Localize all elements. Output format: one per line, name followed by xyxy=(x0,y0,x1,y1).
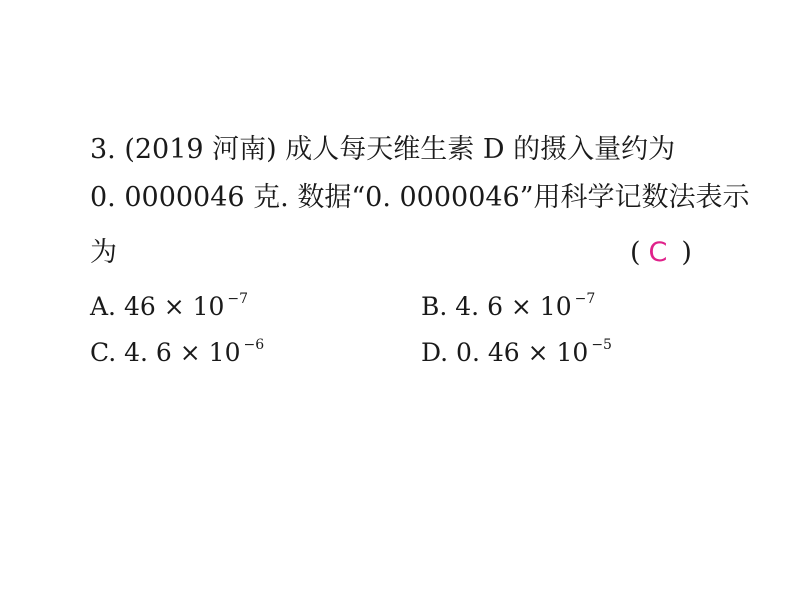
option-d-exponent: −5 xyxy=(591,337,612,353)
answer-open-paren: ( xyxy=(630,237,641,268)
option-b xyxy=(421,283,595,323)
option-b-exponent: −7 xyxy=(574,291,596,307)
question-line-3: 为 xyxy=(90,237,117,268)
option-d-label: D. 0. 46 × 10 xyxy=(421,338,589,367)
option-a xyxy=(90,283,248,323)
answer-letter: C xyxy=(648,237,668,268)
answer-close-paren: ) xyxy=(681,237,692,268)
answer-bracket xyxy=(630,236,692,270)
option-d xyxy=(421,329,612,369)
option-c-exponent: −6 xyxy=(243,337,265,353)
question-line-2: 0. 0000046 克. 数据“0. 0000046”用科学记数法表示 xyxy=(90,182,750,213)
question-line-1: 3. (2019 河南) 成人每天维生素 D 的摄入量约为 xyxy=(90,134,676,165)
option-a-exponent: −7 xyxy=(227,291,249,307)
option-c xyxy=(90,329,264,369)
option-b-label: B. 4. 6 × 10 xyxy=(421,292,572,321)
option-a-label: A. 46 × 10 xyxy=(90,292,225,321)
option-c-label: C. 4. 6 × 10 xyxy=(90,338,241,367)
